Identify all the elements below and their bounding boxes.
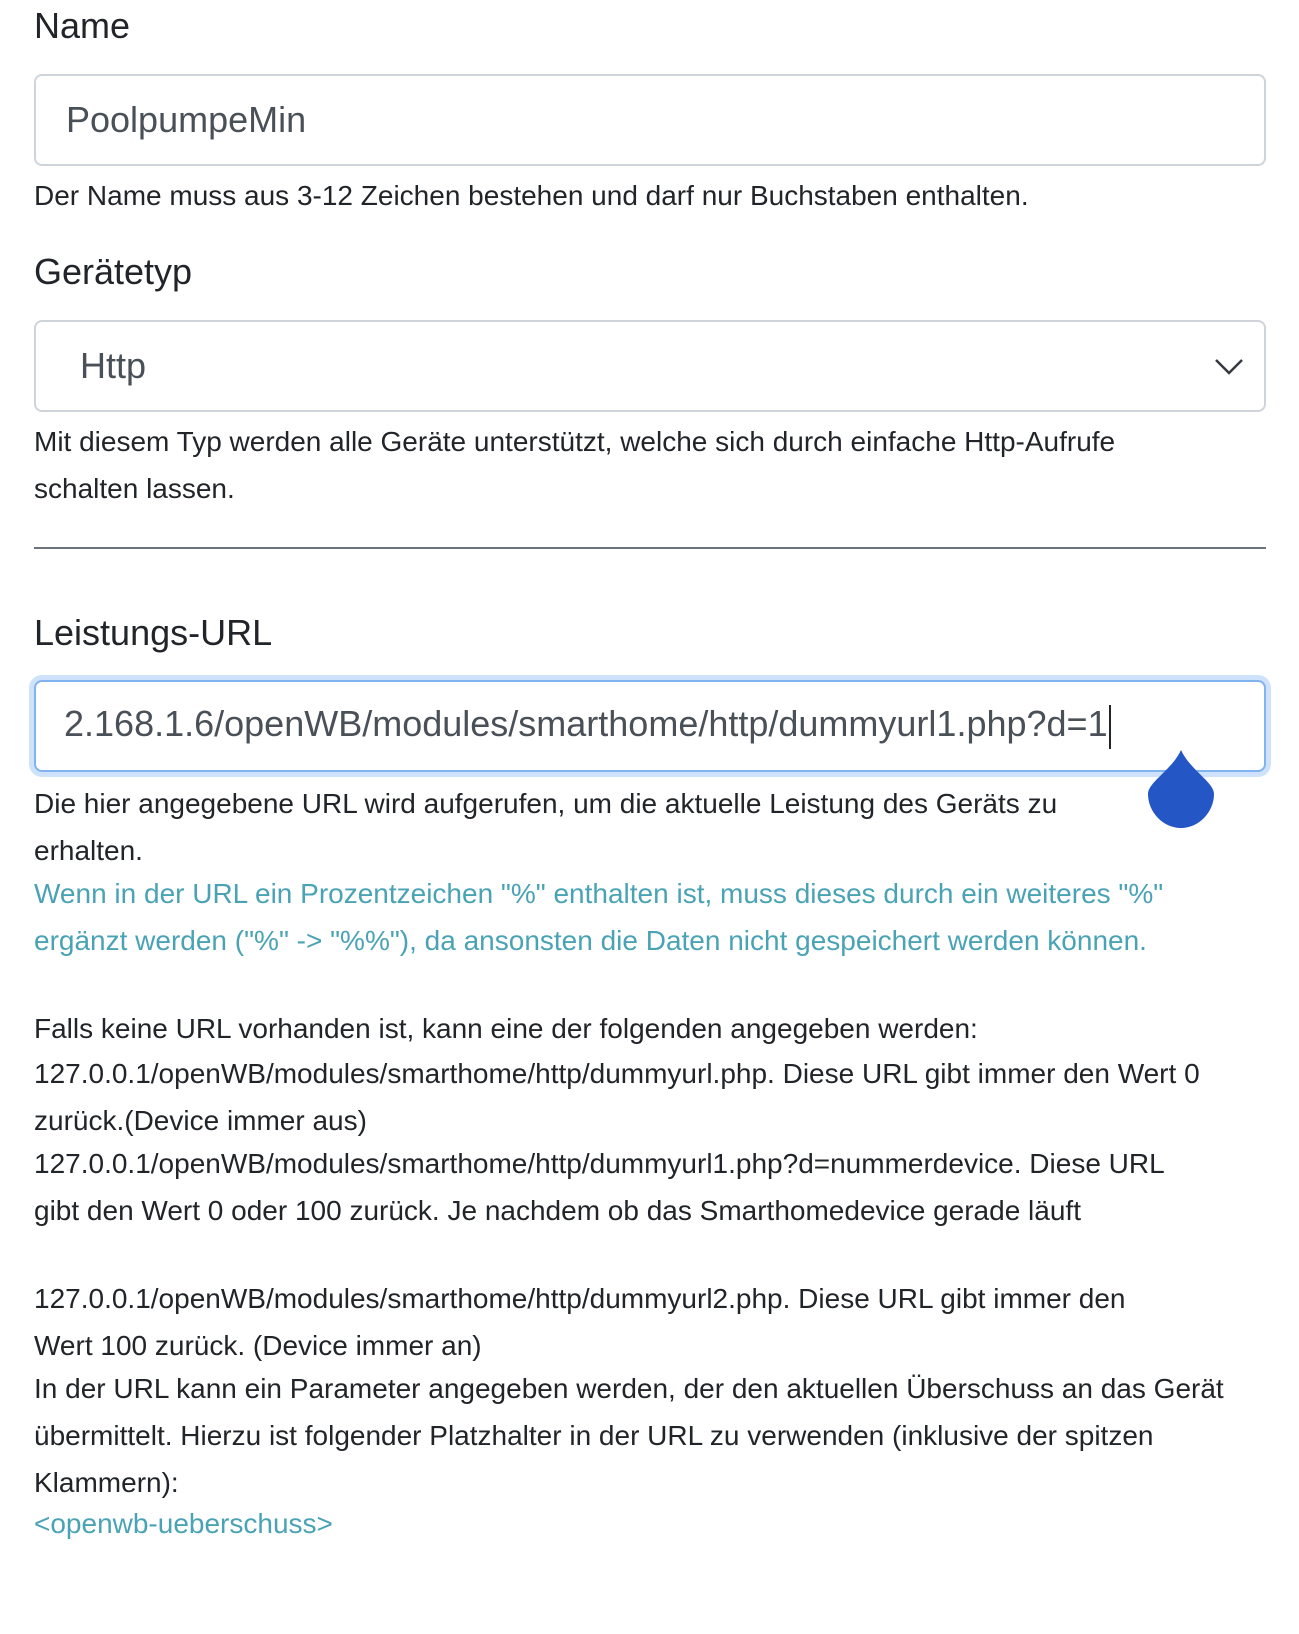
power-url-label: Leistungs-URL [34,612,273,653]
name-input-value: PoolpumpeMin [66,99,307,140]
surplus-placeholder-code: <openwb-ueberschuss> [34,1508,333,1539]
device-type-label: Gerätetyp [34,251,193,292]
power-url-help-text: Die hier angegebene URL wird aufgerufen, um die aktuelle Leistung des Geräts zu erhalten. [34,788,1058,866]
name-label: Name [34,5,131,46]
dummyurl-hint-text: 127.0.0.1/openWB/modules/smarthome/http/dummyurl.php. Diese URL gibt immer den Wert 0 zurück.(Device immer aus) [34,1058,1200,1136]
name-input[interactable] [34,74,1266,166]
device-type-select[interactable] [34,320,1266,412]
name-help-text: Der Name muss aus 3-12 Zeichen bestehen und darf nur Buchstaben enthalten. [34,180,1029,211]
percent-warning-text: Wenn in der URL ein Prozentzeichen "%" enthalten ist, muss dieses durch ein weiteres "%" ergänzt werden ("%" -> "%%"), da ansonsten die Daten nicht gespeichert werden können. [34,878,1164,956]
text-cursor [1109,705,1111,749]
chevron-down-icon [1214,354,1244,380]
power-url-input-value: 2.168.1.6/openWB/modules/smarthome/http/dummyurl1.php?d=1 [64,703,1108,745]
text-selection-handle-icon[interactable] [1146,748,1216,828]
power-url-input-text [36,703,1111,748]
dummyurl2-hint-text: 127.0.0.1/openWB/modules/smarthome/http/dummyurl2.php. Diese URL gibt immer den Wert 100 zurück. (Device immer an) [34,1283,1126,1361]
power-url-input[interactable] [34,680,1266,772]
no-url-hint-text: Falls keine URL vorhanden ist, kann eine der folgenden angegeben werden: [34,1013,978,1044]
section-divider [34,547,1266,549]
device-type-help-text: Mit diesem Typ werden alle Geräte unterstützt, welche sich durch einfache Http-Aufrufe schalten lassen. [34,426,1116,504]
dummyurl1-hint-text: 127.0.0.1/openWB/modules/smarthome/http/dummyurl1.php?d=nummerdevice. Diese URL gibt den Wert 0 oder 100 zurück. Je nachdem ob das Smarthomedevice gerade läuft [34,1148,1164,1226]
surplus-parameter-hint-text: In der URL kann ein Parameter angegeben werden, der den aktuellen Überschuss an das Gerät übermittelt. Hierzu ist folgender Platzhalter in der URL zu verwenden (inklusive der spitzen Klammern): [34,1373,1224,1498]
device-type-selected-value: Http [80,345,147,386]
